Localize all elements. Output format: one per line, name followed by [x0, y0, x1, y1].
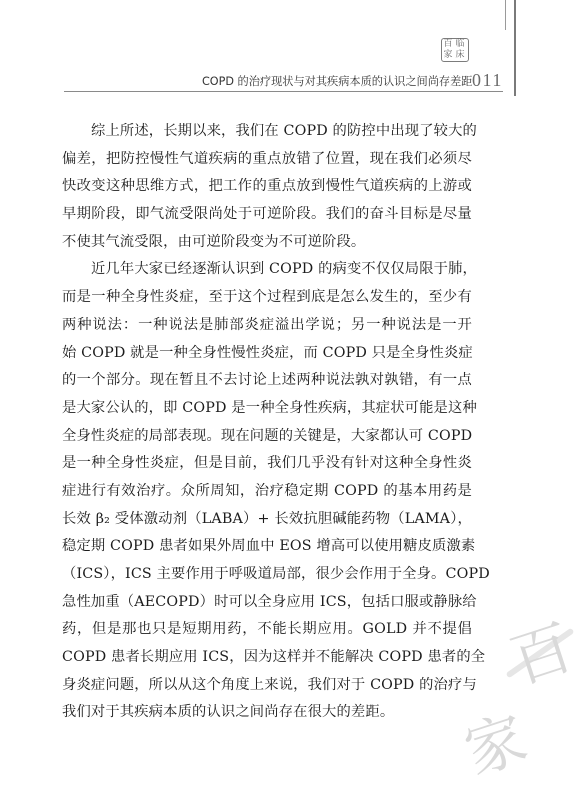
text-line: 不使其气流受限，由可逆阶段变为不可逆阶段。	[62, 233, 366, 250]
text-line: 早期阶段，即气流受限尚处于可逆阶段。我们的奋斗目标是尽量	[62, 206, 472, 223]
logo-glyph: 家	[443, 50, 453, 60]
text-line: 急性加重（AECOPD）时可以全身应用 ICS，包括口服或静脉给	[62, 593, 477, 610]
text-line: COPD 患者长期应用 ICS，因为这样并不能解决 COPD 患者的全	[62, 649, 486, 666]
watermark-glyph: 家	[456, 703, 536, 789]
text-line: 的一个部分。现在暂且不去讨论上述两种说法孰对孰错，有一点	[62, 372, 472, 389]
logo-glyph: 临	[455, 39, 465, 49]
logo-glyph: 床	[455, 50, 465, 60]
text-line: 长效 β₂ 受体激动剂（LABA）+ 长效抗胆碱能药物（LAMA），	[62, 510, 472, 527]
text-line: 症进行有效治疗。众所周知，治疗稳定期 COPD 的基本用药是	[62, 482, 472, 499]
text-line: 始 COPD 就是一种全身性慢性炎症，而 COPD 只是全身性炎症	[62, 344, 473, 361]
page-number: 011	[472, 70, 503, 90]
text-line: （ICS），ICS 主要作用于呼吸道局部，很少会作用于全身。COPD	[62, 566, 490, 582]
text-line: 稳定期 COPD 患者如果外周血中 EOS 增高可以使用糖皮质激素	[62, 538, 476, 555]
body-text	[62, 118, 490, 727]
logo-glyph: 百	[443, 39, 453, 49]
corner-decoration-line	[505, 0, 506, 30]
text-line: 两种说法：一种说法是肺部炎症溢出学说；另一种说法是一开	[62, 316, 472, 333]
text-line: 药，但是那也只是短期用药，不能长期应用。GOLD 并不提倡	[62, 621, 472, 638]
text-line: 全身性炎症的局部表现。现在问题的关键是，大家都认可 COPD	[62, 427, 473, 444]
publisher-logo	[441, 38, 469, 62]
text-line: 身炎症问题，所以从这个角度上来说，我们对于 COPD 的治疗与	[62, 676, 477, 693]
text-line: 是大家公认的，即 COPD 是一种全身性疾病，其症状可能是这种	[62, 399, 477, 416]
watermark-glyph: 百	[502, 612, 581, 698]
header-rule	[64, 91, 503, 92]
text-line: 近几年大家已经逐渐认识到 COPD 的病变不仅仅局限于肺，	[91, 261, 478, 278]
text-line: 综上所述，长期以来，我们在 COPD 的防控中出现了较大的	[91, 123, 478, 139]
text-line: 是一种全身性炎症，但是目前，我们几乎没有针对这种全身性炎	[62, 455, 472, 472]
text-line: 快改变这种思维方式，把工作的重点放到慢性气道疾病的上游或	[62, 178, 472, 195]
text-line: 而是一种全身性炎症，至于这个过程到底是怎么发生的，至少有	[62, 289, 472, 306]
text-line: 我们对于其疾病本质的认识之间尚存在很大的差距。	[62, 704, 395, 721]
page-edge-bar	[514, 0, 516, 96]
text-line: 偏差，把防控慢性气道疾病的重点放错了位置，现在我们必须尽	[62, 150, 472, 167]
running-head: COPD 的治疗现状与对其疾病本质的认识之间尚存差距	[202, 75, 473, 88]
